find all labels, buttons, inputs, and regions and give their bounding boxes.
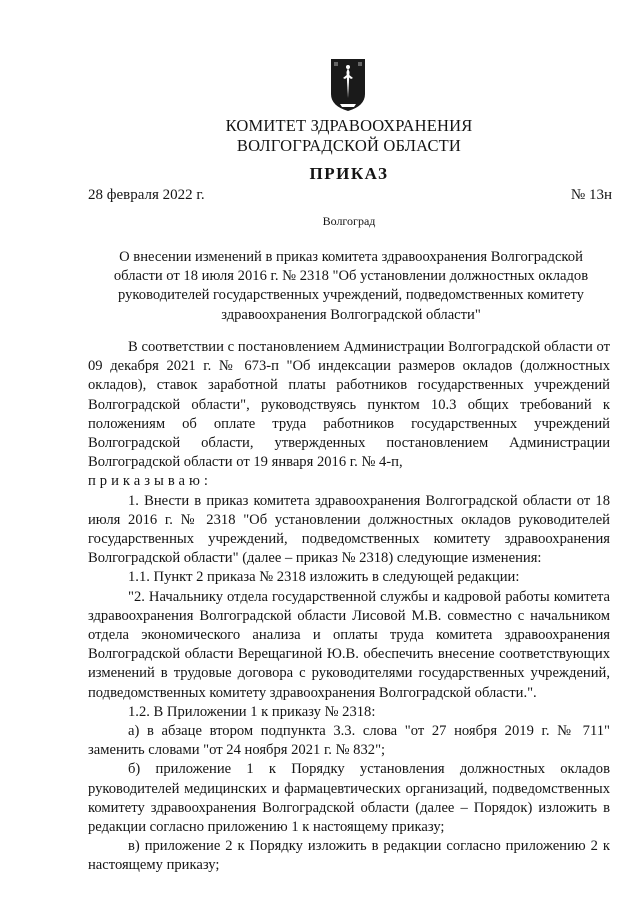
item-1-2: 1.2. В Приложении 1 к приказу № 2318: (128, 703, 376, 720)
document-title: О внесении изменений в приказ комитета здравоохранения Волгоградской области от 18 июля 2016 г. № 2318 "Об установлении должностных окладов руководителей государственных учреждений, подведомственных комитету здравоохранения Волгоградской области" (113, 249, 589, 323)
item-1-1: 1.1. Пункт 2 приказа № 2318 изложить в следующей редакции: (128, 569, 520, 586)
item-1-2-b: б) приложение 1 к Порядку установления должностных окладов руководителей медицинских и фармацевтических организаций, подведомственных комитету здравоохранения Волгоградской области (далее – Порядок) изложить в редакции согласно приложению 1 к настоящему приказу; (88, 761, 610, 836)
document-city: Волгоград (322, 214, 376, 228)
order-word: приказываю: (88, 473, 212, 490)
document-number: № 13н (570, 187, 612, 203)
document-date: 28 февраля 2022 г. (88, 187, 205, 203)
document-body (88, 338, 610, 876)
org-line-2: ВОЛГОГРАДСКОЙ ОБЛАСТИ (236, 136, 462, 155)
item-1-2-c: в) приложение 2 к Порядку изложить в редакции согласно приложению 2 к настоящему приказу; (88, 838, 610, 874)
document-type: ПРИКАЗ (309, 164, 389, 183)
coat-of-arms-icon (330, 58, 366, 112)
org-line-1: КОМИТЕТ ЗДРАВООХРАНЕНИЯ (225, 116, 473, 135)
preamble-paragraph: В соответствии с постановлением Администрации Волгоградской области от 09 декабря 2021 г. № 673-п "Об индексации размеров окладов (должностных окладов), ставок заработной платы работников государственных учреждений Волгоградской области", руководствуясь пунктом 10.3 общих требований к положениям об оплате труда работников государственных учреждений Волгоградской области, утвержденных постановлением Администрации Волгоградской области от 19 января 2016 г. № 4-п, (88, 339, 610, 471)
item-1: 1. Внести в приказ комитета здравоохранения Волгоградской области от 18 июля 2016 г. № 2318 "Об установлении должностных окладов руководителей государственных учреждений, подведомственных комитету здравоохранения Волгоградской области" (далее – приказ № 2318) следующие изменения: (88, 492, 610, 567)
item-1-1-text: "2. Начальнику отдела государственной службы и кадровой работы комитета здравоохранения Волгоградской области Лисовой М.В. совместно с начальником отдела экономического анализа и оплаты труда комитета здравоохранения Волгоградской области Верещагиной Ю.В. обеспечить внесение соответствующих изменений в трудовые договора с руководителями государственных учреждений, подведомственных комитету здравоохранения Волгоградской области.". (88, 588, 610, 701)
item-1-2-a: а) в абзаце втором подпункта 3.3. слова "от 27 ноября 2019 г. № 711" заменить словами "от 24 ноября 2021 г. № 832"; (88, 723, 610, 759)
organization-name (0, 116, 640, 156)
